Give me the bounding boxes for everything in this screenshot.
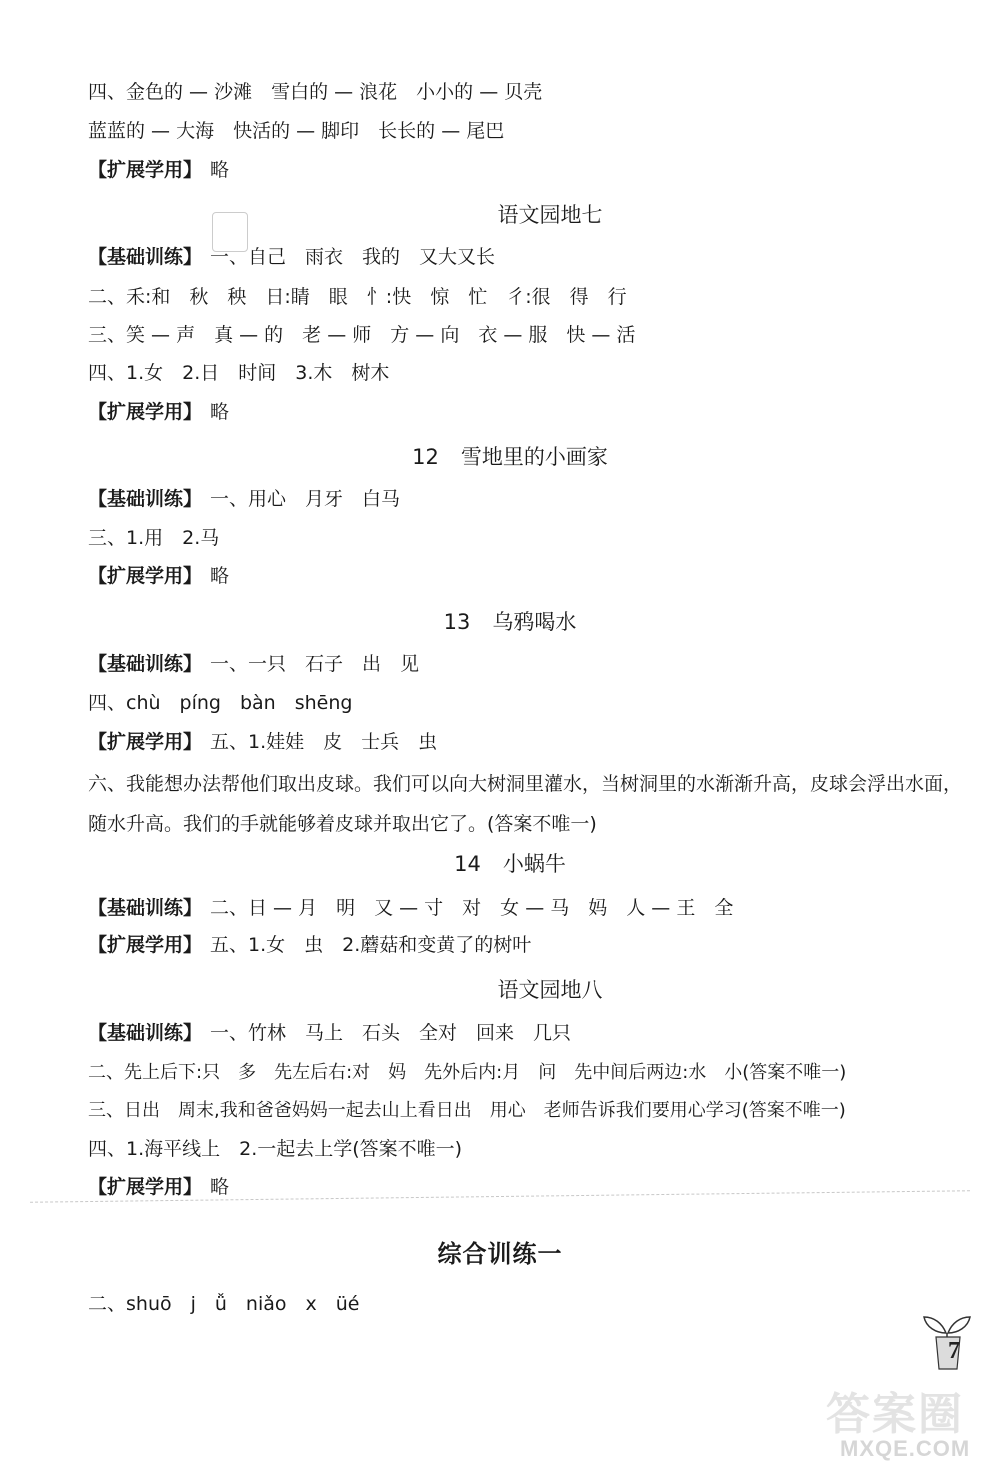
answer-line [88,1019,960,1047]
answer-line: 蓝蓝的 — 大海 快活的 — 脚印 长长的 — 尾巴 [88,120,505,142]
lesson-number: 14 [454,852,481,876]
answer-line: 三、日出 周末,我和爸爸妈妈一起去山上看日出 用心 老师告诉我们要用心学习(答案不唯一) [88,1100,846,1121]
section-label: 【基础训练】 [88,1022,203,1044]
answer-line [88,894,960,922]
section-label: 【基础训练】 [88,246,203,268]
answer-text: 一、竹林 马上 石头 全对 回来 几只 [210,1022,572,1044]
section-heading: 语文园地八 [497,978,603,1002]
lesson-title: 雪地里的小画家 [460,445,608,469]
section-label: 【扩展学用】 [88,731,203,753]
answer-line [88,562,960,590]
answer-line: 二、先上后下:只 多 先左后右:对 妈 先外后内:月 问 先中间后两边:水 小(答案不唯一) [88,1062,847,1083]
answer-line: 四、1.海平线上 2.一起去上学(答案不唯一) [88,1138,463,1160]
answer-line [88,156,960,184]
lesson-heading [20,442,1000,472]
watermark-url: MXQE.COM [840,1436,971,1461]
lesson-number: 12 [412,445,439,469]
answer-line [88,931,960,959]
answer-text: 略 [210,565,230,587]
answer-line: 三、笑 — 声 真 — 的 老 — 师 方 — 向 衣 — 服 快 — 活 [88,324,636,346]
answer-line: 三、1.用 2.马 [88,527,220,549]
answer-line [88,243,960,271]
page-title: 综合训练一 [437,1240,563,1268]
section-label: 【扩展学用】 [88,565,203,587]
lesson-heading [20,849,1000,879]
answer-line: 四、1.女 2.日 时间 3.木 树木 [88,362,390,384]
answer-text: 一、一只 石子 出 见 [210,653,420,675]
lesson-title: 小蜗牛 [502,852,566,876]
section-label: 【基础训练】 [88,488,203,510]
answer-text: 略 [210,401,230,423]
section-label: 【扩展学用】 [88,159,203,181]
answer-text: 二、日 — 月 明 又 — 寸 对 女 — 马 妈 人 — 王 全 [210,897,734,919]
section-label: 【基础训练】 [88,897,203,919]
answer-text: 一、用心 月牙 白马 [210,488,401,510]
page-number: 7 [948,1338,960,1364]
answer-line: 二、禾:和 秋 秧 日:睛 眼 忄:快 惊 忙 彳:很 得 行 [88,286,627,308]
answer-line [88,650,960,678]
answer-text: 一、自己 雨衣 我的 又大又长 [210,246,496,268]
site-watermark [826,1378,996,1466]
answer-text: 五、1.女 虫 2.蘑菇和变黄了的树叶 [210,934,532,956]
answer-line: 四、金色的 — 沙滩 雪白的 — 浪花 小小的 — 贝壳 [88,81,543,103]
lesson-number: 13 [443,610,471,634]
answer-line: 四、chù píng bàn shēng [88,692,353,714]
section-label: 【扩展学用】 [88,934,203,956]
lesson-title: 乌鸦喝水 [492,610,577,634]
watermark-brand: 答案圈 [826,1389,964,1440]
section-label: 【基础训练】 [88,653,203,675]
section-label: 【扩展学用】 [88,1176,203,1198]
answer-line [88,1173,960,1201]
answer-line: 二、shuō j ǚ niǎo x üé [88,1293,360,1315]
lesson-heading [20,607,1000,637]
answer-line [88,728,960,756]
answer-text: 略 [210,159,230,181]
answer-line [88,485,960,513]
answer-text: 五、1.娃娃 皮 士兵 虫 [210,731,438,753]
section-label: 【扩展学用】 [88,401,203,423]
answer-text: 略 [210,1176,230,1198]
section-heading: 语文园地七 [497,203,603,227]
answer-line [88,398,960,426]
answer-paragraph: 六、我能想办法帮他们取出皮球。我们可以向大树洞里灌水，当树洞里的水渐渐升高，皮球会浮出水面，随水升高。我们的手就能够着皮球并取出它了。(答案不唯一) [88,773,963,835]
